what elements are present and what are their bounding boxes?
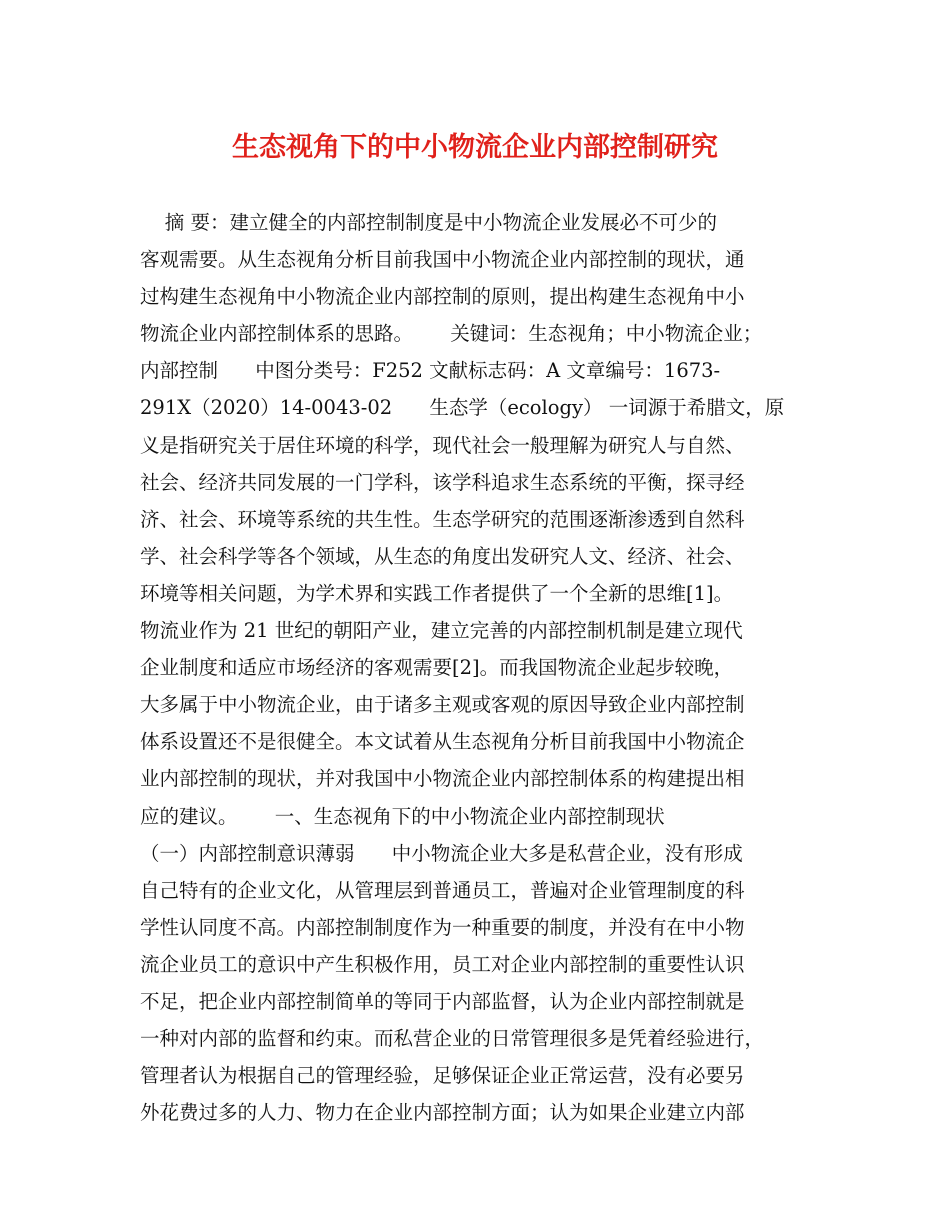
- body-line: 自己特有的企业文化，从管理层到普通员工，普遍对企业管理制度的科: [140, 878, 745, 902]
- body-line: 内部控制 中图分类号：F252 文献标志码：A 文章编号：1673-: [140, 359, 721, 383]
- body-line: 义是指研究关于居住环境的科学，现代社会一般理解为研究人与自然、: [140, 433, 745, 457]
- body-line: 济、社会、环境等系统的共生性。生态学研究的范围逐渐渗透到自然科: [140, 507, 745, 531]
- body-line: 企业制度和适应市场经济的客观需要[2]。而我国物流企业起步较晚，: [140, 656, 734, 680]
- body-line: 物流业作为 21 世纪的朝阳产业，建立完善的内部控制机制是建立现代: [140, 619, 743, 643]
- body-line: 摘 要：建立健全的内部控制制度是中小物流企业发展必不可少的: [140, 211, 717, 234]
- body-line: 一种对内部的监督和约束。而私营企业的日常管理很多是凭着经验进行，: [140, 1027, 765, 1051]
- body-line: 291X（2020）14-0043-02 生态学（ecology） 一词源于希腊文，原: [140, 396, 785, 420]
- body-line: 流企业员工的意识中产生积极作用，员工对企业内部控制的重要性认识: [140, 952, 745, 976]
- body-line: 过构建生态视角中小物流企业内部控制的原则，提出构建生态视角中小: [140, 285, 745, 309]
- body-line: 业内部控制的现状，并对我国中小物流企业内部控制体系的构建提出相: [140, 767, 745, 791]
- body-line: 客观需要。从生态视角分析目前我国中小物流企业内部控制的现状，通: [140, 248, 745, 272]
- body-line: 环境等相关问题，为学术界和实践工作者提供了一个全新的思维[1]。: [140, 581, 734, 605]
- document-body: [140, 204, 812, 1131]
- body-line: 大多属于中小物流企业，由于诸多主观或客观的原因导致企业内部控制: [140, 693, 745, 717]
- body-line: （一）内部控制意识薄弱 中小物流企业大多是私营企业，没有形成: [140, 841, 743, 865]
- body-line: 管理者认为根据自己的管理经验，足够保证企业正常运营，没有必要另: [140, 1064, 745, 1088]
- body-line: 应的建议。 一、生态视角下的中小物流企业内部控制现状: [140, 804, 665, 828]
- body-line: 外花费过多的人力、物力在企业内部控制方面；认为如果企业建立内部: [140, 1101, 745, 1125]
- document-title: 生态视角下的中小物流企业内部控制研究: [232, 132, 718, 163]
- body-line: 学性认同度不高。内部控制制度作为一种重要的制度，并没有在中小物: [140, 915, 745, 939]
- body-line: 不足，把企业内部控制简单的等同于内部监督，认为企业内部控制就是: [140, 989, 745, 1013]
- body-line: 体系设置还不是很健全。本文试着从生态视角分析目前我国中小物流企: [140, 730, 745, 754]
- body-line: 物流企业内部控制体系的思路。 关键词：生态视角；中小物流企业；: [140, 322, 763, 346]
- body-line: 学、社会科学等各个领域，从生态的角度出发研究人文、经济、社会、: [140, 544, 745, 568]
- body-line: 社会、经济共同发展的一门学科，该学科追求生态系统的平衡，探寻经: [140, 470, 745, 494]
